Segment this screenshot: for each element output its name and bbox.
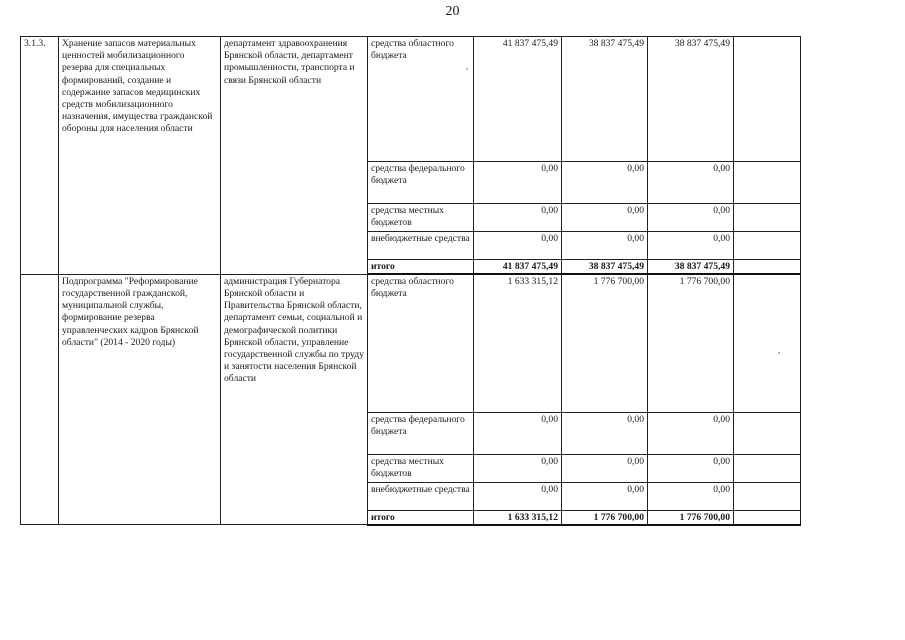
table-row — [21, 37, 801, 162]
amount-total-cell: 1 776 700,00 — [562, 510, 648, 525]
executor-name: департамент здравоохранения Брянской области, департамент промышленности, транспорта и связи Брянской области — [221, 37, 368, 275]
amount-cell: 41 837 475,49 — [474, 37, 562, 162]
amount-cell: 0,00 — [562, 204, 648, 232]
empty-cell — [734, 260, 801, 275]
activity-name: Подпрограмма "Реформирование государственной гражданской, муниципальной службы, формирование резерва управленческих кадров Брянской области" (2014 - 2020 годы) — [59, 274, 221, 525]
amount-cell: 1 776 700,00 — [562, 274, 648, 412]
empty-cell — [734, 454, 801, 482]
empty-cell — [734, 204, 801, 232]
amount-cell: 0,00 — [648, 162, 734, 204]
executor-name: администрация Губернатора Брянской области и Правительства Брянской области, департамент семьи, социальной и демографической политики Брянской области, управление государственной службы по труду и занятости населения Брянской области — [221, 274, 368, 525]
funding-source: средства местных бюджетов — [368, 454, 474, 482]
amount-cell: 0,00 — [562, 232, 648, 260]
empty-cell — [734, 232, 801, 260]
empty-cell — [734, 510, 801, 525]
amount-cell: 0,00 — [648, 232, 734, 260]
funding-source: внебюджетные средства — [368, 482, 474, 510]
amount-cell: 38 837 475,49 — [648, 37, 734, 162]
activity-name: Хранение запасов материальных ценностей мобилизационного резерва для специальных формирований, создание и содержание запасов медицинских средств мобилизационного назначения, имущества гражданской обороны для населения области — [59, 37, 221, 275]
amount-total-cell: 41 837 475,49 — [474, 260, 562, 275]
funding-source: средства федерального бюджета — [368, 412, 474, 454]
funding-source-total: итого — [368, 510, 474, 525]
row-index — [21, 274, 59, 525]
amount-cell: 0,00 — [562, 482, 648, 510]
empty-cell — [734, 162, 801, 204]
amount-total-cell: 38 837 475,49 — [562, 260, 648, 275]
row-index: 3.1.3. — [21, 37, 59, 275]
funding-source-total: итого — [368, 260, 474, 275]
amount-cell: 0,00 — [648, 412, 734, 454]
amount-cell: 0,00 — [648, 204, 734, 232]
amount-cell: 38 837 475,49 — [562, 37, 648, 162]
amount-total-cell: 1 633 315,12 — [474, 510, 562, 525]
funding-source: средства федерального бюджета — [368, 162, 474, 204]
amount-cell: 1 776 700,00 — [648, 274, 734, 412]
amount-cell: 0,00 — [474, 412, 562, 454]
amount-cell: 0,00 — [474, 454, 562, 482]
empty-cell — [734, 482, 801, 510]
scan-speck — [778, 352, 780, 354]
amount-cell: 1 633 315,12 — [474, 274, 562, 412]
amount-cell: 0,00 — [474, 162, 562, 204]
empty-cell — [734, 412, 801, 454]
amount-cell: 0,00 — [648, 482, 734, 510]
amount-cell: 0,00 — [648, 454, 734, 482]
amount-cell: 0,00 — [562, 412, 648, 454]
funding-source: средства местных бюджетов — [368, 204, 474, 232]
amount-total-cell: 38 837 475,49 — [648, 260, 734, 275]
page-number: 20 — [445, 4, 460, 19]
amount-total-cell: 1 776 700,00 — [648, 510, 734, 525]
scan-speck — [466, 68, 468, 70]
funding-source: внебюджетные средства — [368, 232, 474, 260]
empty-cell — [734, 274, 801, 412]
budget-table — [20, 36, 801, 526]
empty-cell — [734, 37, 801, 162]
table-row — [21, 274, 801, 412]
amount-cell: 0,00 — [474, 482, 562, 510]
amount-cell: 0,00 — [562, 162, 648, 204]
funding-source: средства областного бюджета — [368, 37, 474, 162]
amount-cell: 0,00 — [474, 204, 562, 232]
amount-cell: 0,00 — [474, 232, 562, 260]
amount-cell: 0,00 — [562, 454, 648, 482]
funding-source: средства областного бюджета — [368, 274, 474, 412]
